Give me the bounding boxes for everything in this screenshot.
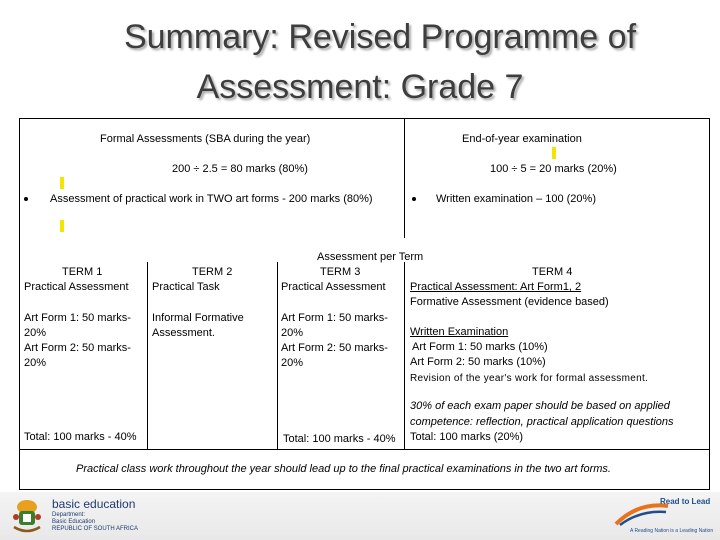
term-4-exam-line: Art Form 1: 50 marks (10%)	[412, 341, 548, 353]
term-3-line: 20%	[281, 327, 304, 339]
dept-line: REPUBLIC OF SOUTH AFRICA	[52, 526, 139, 532]
term-1-heading: Practical Assessment	[24, 281, 129, 293]
term-4-name: TERM 4	[532, 266, 573, 278]
term-3-line: Art Form 1: 50 marks-	[281, 312, 388, 324]
coat-of-arms-icon	[10, 497, 44, 535]
formal-bullet-icon	[24, 197, 28, 201]
term-1-line: 20%	[24, 327, 47, 339]
term-2-name: TERM 2	[192, 266, 233, 278]
highlight-mark	[60, 220, 64, 232]
term-4-heading: Practical Assessment: Art Form1, 2	[410, 281, 582, 293]
formal-header: Formal Assessments (SBA during the year)	[100, 133, 311, 145]
term-4-note-line: 30% of each exam paper should be based on applied	[410, 400, 670, 412]
page-title-line-1: Summary: Revised Programme of	[123, 18, 637, 56]
term-4-total: Total: 100 marks (20%)	[410, 431, 524, 443]
highlight-mark	[60, 177, 64, 189]
dept-line: Department:	[52, 512, 86, 518]
dbe-logo	[10, 497, 44, 535]
exam-header: End-of-year examination	[462, 133, 582, 145]
page-title-line-2: Assessment: Grade 7	[196, 68, 524, 106]
term-2-line: Assessment.	[152, 327, 215, 339]
term-4-exam-title: Written Examination	[410, 326, 509, 338]
term-4-heading-2: Formative Assessment (evidence based)	[410, 296, 609, 308]
term-divider-3	[404, 262, 405, 449]
highlight-mark	[552, 147, 556, 159]
term-1-line: 20%	[24, 357, 47, 369]
term-3-name: TERM 3	[320, 266, 361, 278]
term-3-total: Total: 100 marks - 40%	[283, 433, 396, 445]
term-2-heading: Practical Task	[152, 281, 220, 293]
term-divider-1	[147, 262, 148, 449]
dept-lines	[52, 512, 138, 533]
term-4-revision: Revision of the year's work for formal assessment.	[410, 373, 649, 384]
term-3-heading: Practical Assessment	[281, 281, 386, 293]
rtl-title: Read to Lead	[660, 497, 711, 506]
footnote: Practical class work throughout the year should lead up to the final practical examinations in the two art forms.	[76, 463, 611, 475]
dept-name: basic education	[52, 497, 136, 511]
term-2-line: Informal Formative	[152, 312, 244, 324]
term-4-note-line: competence: reflection, practical application questions	[410, 416, 674, 428]
term-divider-2	[277, 262, 278, 449]
term-3-line: Art Form 2: 50 marks-	[281, 342, 388, 354]
term-1-total: Total: 100 marks - 40%	[24, 431, 137, 443]
formal-calc: 200 ÷ 2.5 = 80 marks (80%)	[172, 163, 308, 175]
exam-bullet-icon	[412, 197, 416, 201]
dept-line: Basic Education	[52, 519, 96, 525]
top-divider	[404, 118, 405, 238]
term-1-line: Art Form 1: 50 marks-	[24, 312, 131, 324]
term-3-line: 20%	[281, 357, 304, 369]
term-4-exam-line: Art Form 2: 50 marks (10%)	[410, 356, 546, 368]
exam-bullet-text: Written examination – 100 (20%)	[436, 193, 596, 205]
footnote-rule	[19, 449, 710, 450]
term-caption: Assessment per Term	[317, 251, 424, 263]
formal-bullet-text: Assessment of practical work in TWO art forms - 200 marks (80%)	[50, 193, 373, 205]
term-1-name: TERM 1	[62, 266, 103, 278]
exam-calc: 100 ÷ 5 = 20 marks (20%)	[490, 163, 617, 175]
term-1-line: Art Form 2: 50 marks-	[24, 342, 131, 354]
rtl-tagline: A Reading Nation is a Leading Nation	[630, 528, 714, 534]
